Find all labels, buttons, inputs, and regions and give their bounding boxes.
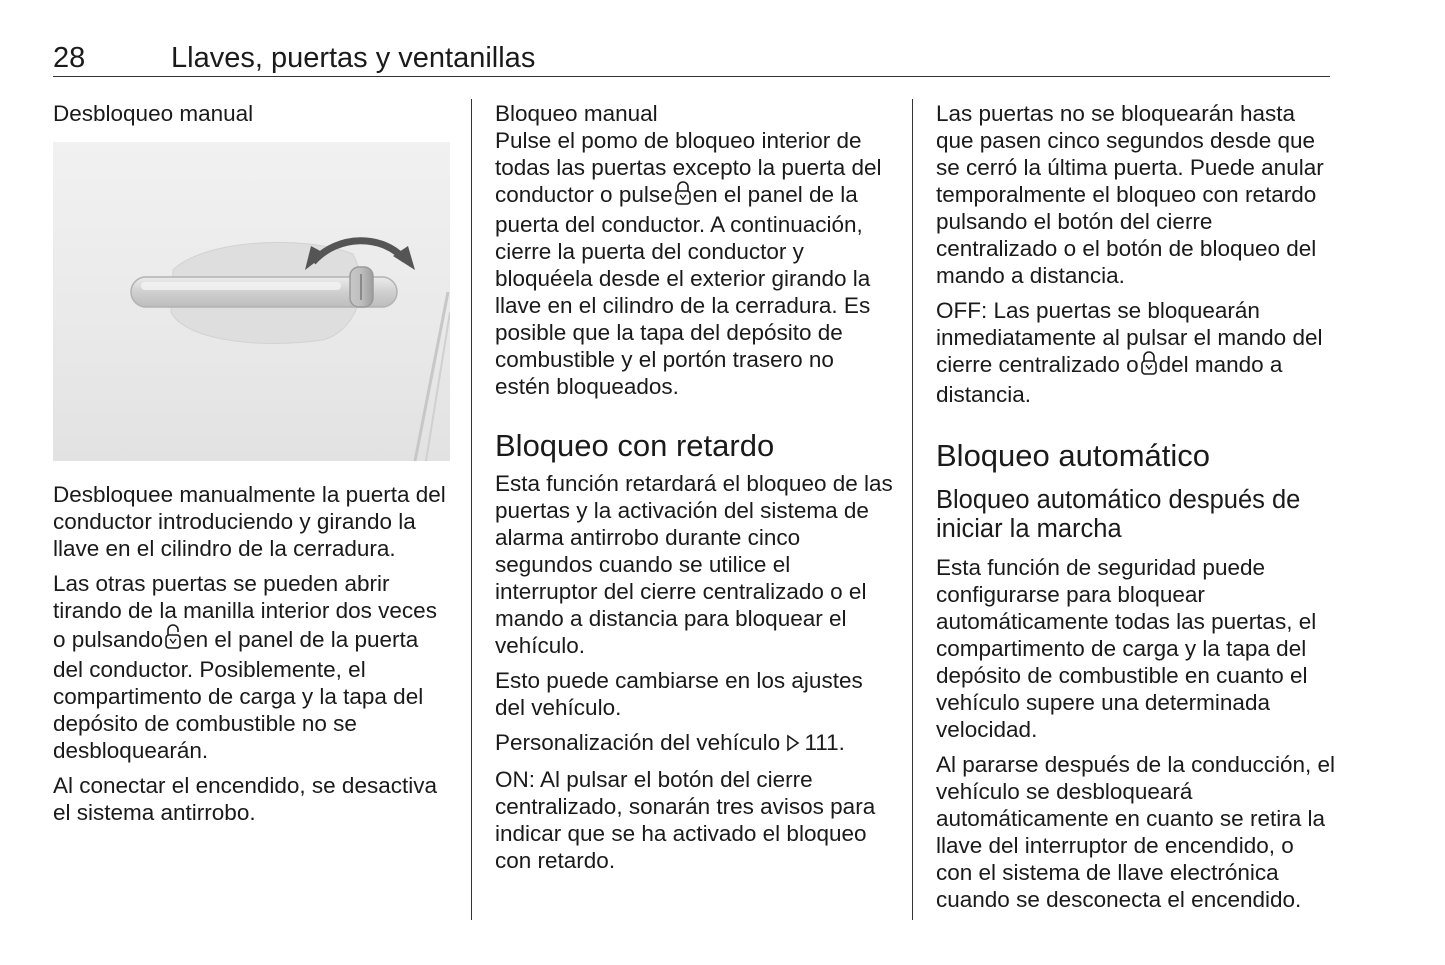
page-reference-arrow-icon bbox=[786, 731, 800, 758]
paragraph-auto-unlock: Al pararse después de la conducción, el vehículo se desbloqueará automáticamente en cuanto se retira la llave del interruptor de encendido, o con el sistema de llave electrónica cuando se desconecta el encendido. bbox=[936, 752, 1336, 912]
door-handle-illustration bbox=[53, 142, 450, 461]
heading-delayed-locking: Bloqueo con retardo bbox=[495, 428, 775, 463]
paragraph-manual-lock: Pulse el pomo de bloqueo interior de todas las puertas excepto la puerta del conductor o pulse en el panel de la puerta del conductor. A continuación, cierre la puerta del conductor y bloquéela desde el exterior girando la llave en el cilindro de la cerradura. Es posible que la tapa del depósito de combustible y el portón trasero no estén bloqueados. bbox=[495, 128, 882, 399]
paragraph-on-setting: ON: Al pulsar el botón del cierre centralizado, sonarán tres avisos para indicar que se ha activado el bloqueo con retardo. bbox=[495, 767, 876, 873]
column-3 bbox=[936, 100, 1336, 921]
page-number: 28 bbox=[53, 42, 86, 74]
column-2 bbox=[495, 100, 895, 882]
off-label: OFF bbox=[936, 298, 981, 323]
section-label-manual-lock: Bloqueo manual bbox=[495, 101, 658, 126]
paragraph-off-setting: OFF: Las puertas se bloquearán inmediatamente al pulsar el mando del cierre centralizado o del mando a distancia. bbox=[936, 298, 1323, 407]
paragraph-delay-detail: Las puertas no se bloquearán hasta que pasen cinco segundos desde que se cerró la última puerta. Puede anular temporalmente el bloqueo con retardo pulsando el botón del cierre centralizado o el botón de bloqueo del mando a distancia. bbox=[936, 101, 1324, 288]
chapter-title: Llaves, puertas y ventanillas bbox=[171, 42, 536, 74]
paragraph-antitheft: Al conectar el encendido, se desactiva el sistema antirrobo. bbox=[53, 773, 437, 825]
page-header bbox=[53, 40, 1330, 77]
paragraph-delay-function: Esta función retardará el bloqueo de las puertas y la activación del sistema de alarma antirrobo durante cinco segundos cuando se utilice el interruptor del cierre centralizado o el mando a distancia para bloquear el vehículo. bbox=[495, 471, 893, 658]
section-label-manual-unlock: Desbloqueo manual bbox=[53, 101, 254, 126]
unlock-icon bbox=[165, 624, 181, 656]
page-reference[interactable]: 111. bbox=[804, 730, 845, 755]
paragraph-settings: Esto puede cambiarse en los ajustes del vehículo. bbox=[495, 668, 863, 720]
paragraph-manual-unlock: Desbloquee manualmente la puerta del conductor introduciendo y girando la llave en el cilindro de la cerradura. bbox=[53, 482, 446, 561]
column-divider-2 bbox=[912, 99, 913, 920]
paragraph-other-doors: Las otras puertas se pueden abrir tirando de la manilla interior dos veces o pulsando en el panel de la puerta del conductor. Posiblemente, el compartimento de carga y la tapa del depósito de combustible no se desbloquearán. bbox=[53, 571, 437, 763]
on-label: ON bbox=[495, 767, 529, 792]
column-1 bbox=[53, 100, 453, 834]
subheading-auto-lock-driving: Bloqueo automático después de iniciar la marcha bbox=[936, 486, 1301, 543]
column-divider-1 bbox=[471, 99, 472, 920]
lock-icon bbox=[1141, 351, 1157, 381]
lock-icon bbox=[675, 181, 691, 211]
heading-automatic-locking: Bloqueo automático bbox=[936, 438, 1211, 473]
paragraph-auto-lock-function: Esta función de seguridad puede configurarse para bloquear automáticamente todas las puertas, el compartimento de carga y la tapa del depósito de combustible en cuanto el vehículo supere una determinada velocidad. bbox=[936, 555, 1317, 742]
paragraph-personalization-ref: Personalización del vehículo 111. bbox=[495, 729, 895, 758]
